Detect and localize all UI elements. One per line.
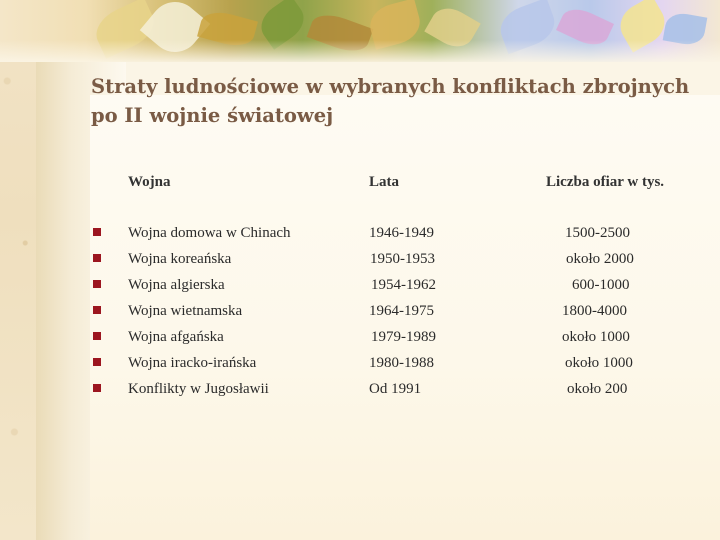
cell-victims: 1500-2500 — [565, 225, 630, 241]
cell-years: 1946-1949 — [369, 225, 434, 241]
cell-years: 1979-1989 — [371, 329, 436, 345]
table-row — [0, 303, 720, 329]
table-row — [0, 277, 720, 303]
cell-war: Wojna algierska — [128, 277, 225, 293]
table-row — [0, 251, 720, 277]
page-title — [91, 72, 691, 130]
cell-war: Wojna iracko-irańska — [128, 355, 257, 371]
cell-war: Wojna domowa w Chinach — [128, 225, 291, 241]
cell-years: 1964-1975 — [369, 303, 434, 319]
cell-victims: 600-1000 — [572, 277, 630, 293]
bullet-icon — [93, 280, 101, 288]
title-line-2: po II wojnie światowej — [91, 104, 334, 127]
bullet-icon — [93, 358, 101, 366]
table-row — [0, 355, 720, 381]
bullet-icon — [93, 306, 101, 314]
cell-war: Wojna koreańska — [128, 251, 232, 267]
cell-war: Wojna afgańska — [128, 329, 224, 345]
title-line-1: Straty ludnościowe w wybranych konfliktach zbrojnych — [91, 75, 690, 98]
bullet-icon — [93, 384, 101, 392]
cell-war: Konflikty w Jugosławii — [128, 381, 269, 397]
top-floral-banner — [0, 0, 720, 62]
cell-years: Od 1991 — [369, 381, 422, 397]
cell-years: 1980-1988 — [369, 355, 434, 371]
cell-victims: około 1000 — [565, 355, 633, 371]
table-row — [0, 225, 720, 251]
table-row — [0, 329, 720, 355]
header-war: Wojna — [128, 174, 171, 190]
cell-years: 1954-1962 — [371, 277, 436, 293]
cell-victims: około 1000 — [562, 329, 630, 345]
table-row — [0, 381, 720, 407]
header-victims: Liczba ofiar w tys. — [546, 174, 665, 190]
cell-victims: 1800-4000 — [562, 303, 627, 319]
cell-victims: około 200 — [567, 381, 628, 397]
cell-war: Wojna wietnamska — [128, 303, 243, 319]
cell-victims: około 2000 — [566, 251, 634, 267]
header-years: Lata — [369, 174, 399, 190]
bullet-icon — [93, 254, 101, 262]
bullet-icon — [93, 332, 101, 340]
cell-years: 1950-1953 — [370, 251, 435, 267]
bullet-icon — [93, 228, 101, 236]
